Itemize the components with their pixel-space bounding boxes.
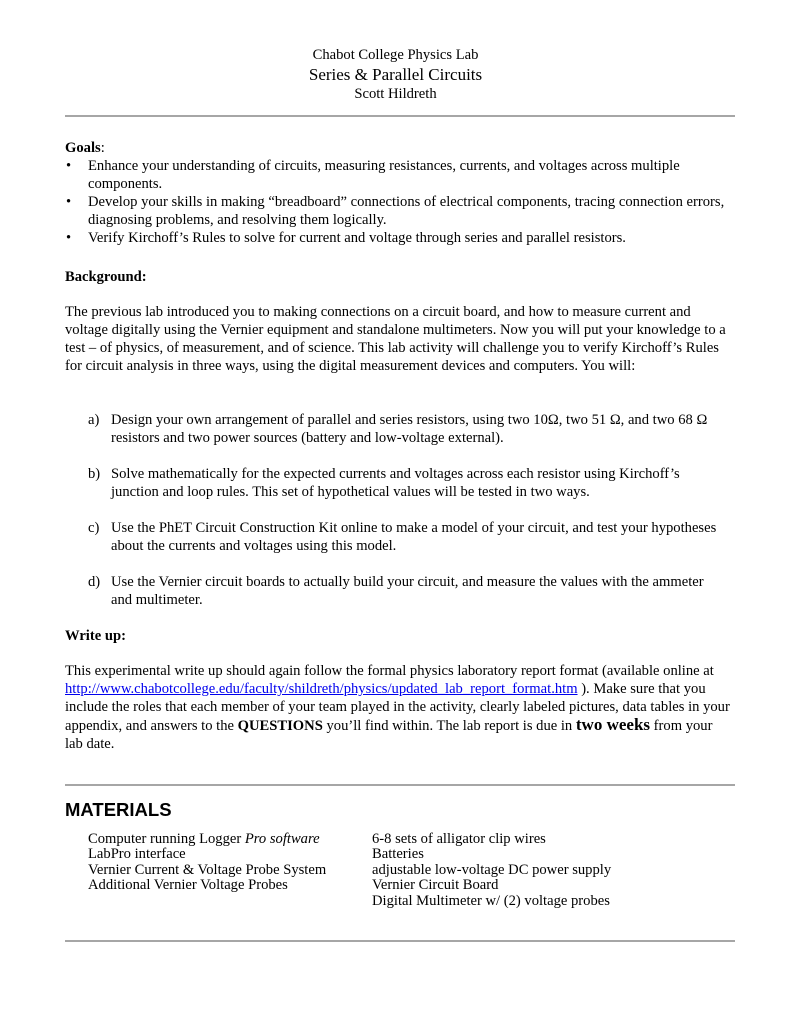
writeup-paragraph xyxy=(65,662,733,753)
materials-heading: MATERIALS xyxy=(65,799,172,820)
step-label: a) xyxy=(88,412,100,428)
material-item: Additional Vernier Voltage Probes xyxy=(88,877,288,894)
background-heading: Background: xyxy=(65,269,147,285)
step-text: Use the Vernier circuit boards to actually build your circuit, and measure the values with the ammeter and multimeter. xyxy=(111,574,704,608)
goals-heading-colon: : xyxy=(100,140,105,156)
document-title: Series & Parallel Circuits xyxy=(308,65,483,84)
lab-report-format-link[interactable]: http://www.chabotcollege.edu/faculty/shildreth/physics/updated_lab_report_format.htm xyxy=(65,681,578,697)
writeup-text: ). Make sure that you include the roles that each member of your team played in the activity, clearly labeled pictures, data tables in your appendix, and answers to the xyxy=(65,681,730,734)
goal-item: • Develop your skills in making “breadboard” connections of electrical components, tracing connection errors, diagnosing problems, and resolving them logically. xyxy=(65,193,733,229)
questions-emphasis: QUESTIONS xyxy=(237,718,323,734)
step-item-c xyxy=(88,519,728,555)
writeup-heading: Write up: xyxy=(65,628,126,644)
goal-item: • Verify Kirchoff’s Rules to solve for current and voltage through series and parallel resistors. xyxy=(65,229,733,247)
material-item: Batteries xyxy=(372,846,424,863)
step-label: d) xyxy=(88,574,101,590)
institution-name: Chabot College Physics Lab xyxy=(312,47,479,63)
step-label: c) xyxy=(88,520,100,536)
goals-list xyxy=(65,157,733,247)
writeup-text: from your lab date. xyxy=(65,718,713,752)
material-item: adjustable low-voltage DC power supply xyxy=(372,861,612,878)
step-text: Use the PhET Circuit Construction Kit online to make a model of your circuit, and test your hypotheses about the currents and voltages using this model. xyxy=(111,520,717,554)
section-divider xyxy=(65,784,735,786)
background-paragraph: The previous lab introduced you to making connections on a circuit board, and how to measure current and voltage digitally using the Vernier equipment and standalone multimeters. Now you will put your knowledge to a test – of physics, of measurement, and of science. This lab activity will challenge you to verify Kirchoff’s Rules for circuit analysis in three ways, using the digital measurement devices and computers. You will: xyxy=(65,304,726,374)
step-text: Solve mathematically for the expected currents and voltages across each resistor using Kirchoff’s junction and loop rules. This set of hypothetical values will be tested in two ways. xyxy=(111,466,680,500)
step-text: Design your own arrangement of parallel and series resistors, using two 10Ω, two 51 Ω, and two 68 Ω resistors and two power sources (battery and low-voltage external). xyxy=(111,412,708,446)
footer-divider xyxy=(65,940,735,942)
writeup-text: This experimental write up should again follow the formal physics laboratory report format (available online at xyxy=(65,663,714,679)
step-label: b) xyxy=(88,466,101,482)
material-item: 6-8 sets of alligator clip wires xyxy=(372,831,546,847)
material-item: Computer running Logger Pro software xyxy=(88,831,320,847)
material-item: LabPro interface xyxy=(88,846,186,863)
document-header xyxy=(0,46,791,103)
material-item: Vernier Current & Voltage Probe System xyxy=(88,861,327,878)
step-item-d xyxy=(88,573,728,609)
header-divider xyxy=(65,115,735,117)
goal-item: • Enhance your understanding of circuits, measuring resistances, currents, and voltages across multiple components. xyxy=(65,157,733,193)
step-item-a xyxy=(88,411,728,447)
material-item: Vernier Circuit Board xyxy=(372,877,499,894)
goals-section xyxy=(65,139,733,247)
two-weeks-emphasis: two weeks xyxy=(575,715,651,734)
author-name: Scott Hildreth xyxy=(354,86,437,102)
materials-right-column xyxy=(372,832,611,909)
materials-left-column xyxy=(88,832,326,894)
material-item: Digital Multimeter w/ (2) voltage probes xyxy=(372,892,610,909)
step-item-b xyxy=(88,465,728,501)
goals-heading: Goals xyxy=(65,140,101,156)
writeup-text: you’ll find within. The lab report is due in xyxy=(322,718,576,734)
